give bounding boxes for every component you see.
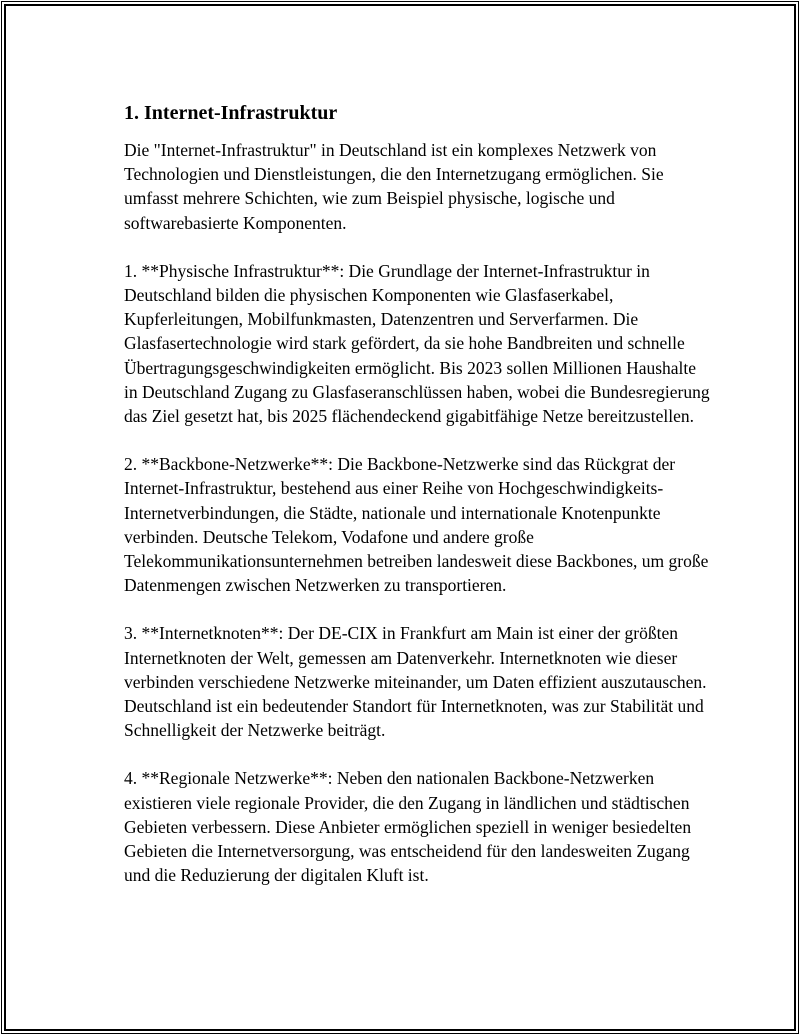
section-heading: 1. Internet-Infrastruktur (124, 102, 338, 124)
page-frame (4, 4, 796, 1031)
paragraph-internet-exchanges: 3. **Internetknoten**: Der DE-CIX in Frankfurt am Main ist einer der größten Internetknoten der Welt, gemessen am Datenverkehr. Internetknoten wie dieser verbinden verschiedene Netzwerke miteinander, um Daten effizient auszutauschen. Deutschland ist ein bedeutender Standort für Internetknoten, was zur Stabilität und Schnelligkeit der Netzwerke beiträgt. (124, 623, 707, 741)
paragraph-physical-infrastructure: 1. **Physische Infrastruktur**: Die Grundlage der Internet-Infrastruktur in Deutschland bilden die physischen Komponenten wie Glasfaserkabel, Kupferleitungen, Mobilfunkmasten, Datenzentren und Serverfarmen. Die Glasfasertechnologie wird stark gefördert, da sie hohe Bandbreiten und schnelle Übertragungsgeschwindigkeiten ermöglicht. Bis 2023 sollen Millionen Haushalte in Deutschland Zugang zu Glasfaseranschlüssen haben, wobei die Bundesregierung das Ziel gesetzt hat, bis 2025 flächendeckend gigabitfähige Netze bereitzustellen. (124, 260, 710, 427)
paragraph-backbone-networks: 2. **Backbone-Netzwerke**: Die Backbone-Netzwerke sind das Rückgrat der Internet-Infrastruktur, bestehend aus einer Reihe von Hochgeschwindigkeits-Internetverbindungen, die Städte, nationale und internationale Knotenpunkte verbinden. Deutsche Telekom, Vodafone und andere große Telekommunikationsunternehmen betreiben landesweit diese Backbones, um große Datenmengen zwischen Netzwerken zu transportieren. (124, 454, 709, 596)
paragraph-regional-networks: 4. **Regionale Netzwerke**: Neben den nationalen Backbone-Netzwerken existieren viele regionale Provider, die den Zugang in ländlichen und städtischen Gebieten verbessern. Diese Anbieter ermöglichen speziell in weniger besiedelten Gebieten die Internetversorgung, was entscheidend für den landesweiten Zugang und die Reduzierung der digitalen Kluft ist. (124, 768, 692, 886)
document-body (124, 100, 714, 911)
intro-paragraph: Die "Internet-Infrastruktur" in Deutschland ist ein komplexes Netzwerk von Technologien und Dienstleistungen, die den Internetzugang ermöglichen. Sie umfasst mehrere Schichten, wie zum Beispiel physische, logische und softwarebasierte Komponenten. (124, 140, 664, 233)
